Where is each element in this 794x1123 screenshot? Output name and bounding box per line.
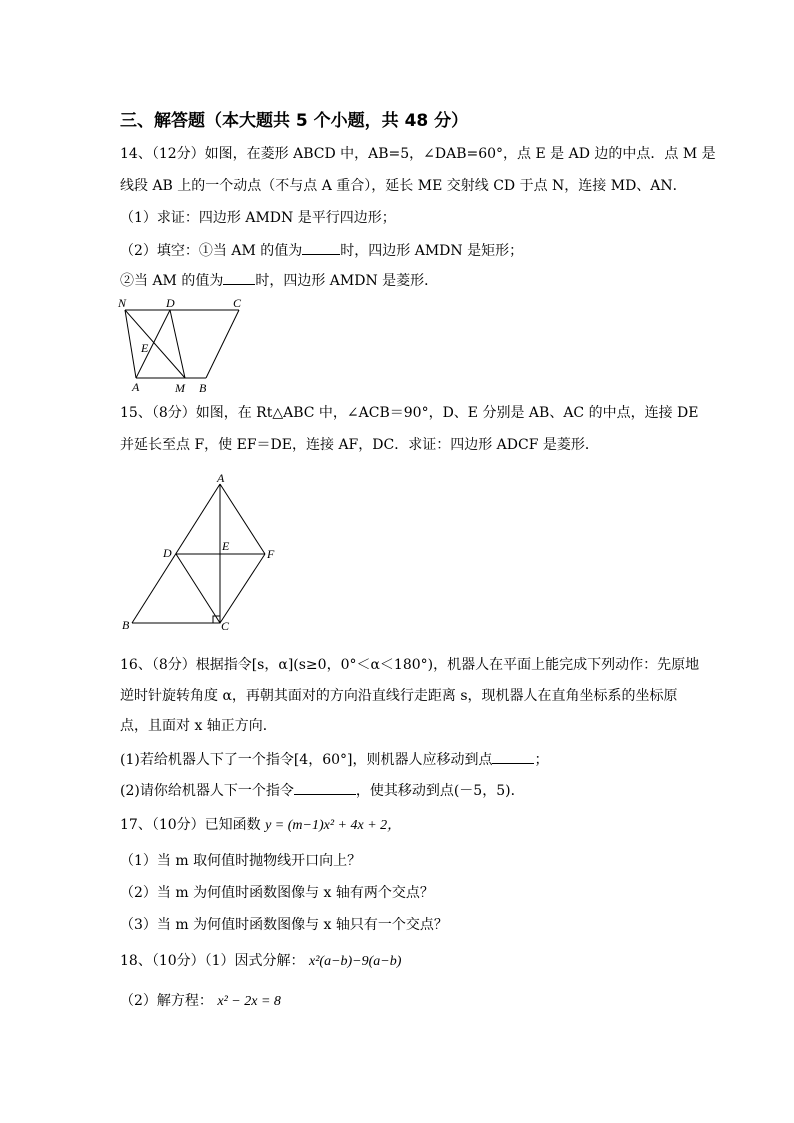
q16-part2-text-b: ，使其移动到点(－5，5)． bbox=[355, 783, 525, 799]
label-f: F bbox=[267, 547, 275, 561]
q17-part1: （1）当 m 取何值时抛物线开口向上？ bbox=[120, 853, 362, 869]
q14-part3-text-a: ②当 AM 的值为 bbox=[120, 273, 224, 289]
line-bc bbox=[206, 310, 239, 378]
label-m: M bbox=[175, 381, 185, 395]
q14-part1: （1）求证：四边形 AMDN 是平行四边形； bbox=[120, 210, 396, 226]
q14-part3 bbox=[120, 270, 438, 290]
line-dm bbox=[170, 310, 185, 378]
q16-answer-blank-1[interactable] bbox=[492, 749, 534, 764]
line-dc bbox=[176, 554, 220, 623]
q14-part2-text-b: 时，四边形 AMDN 是矩形； bbox=[340, 243, 524, 259]
label-e: E bbox=[141, 341, 149, 355]
q18-intro: 18、（10分）（1）因式分解： bbox=[120, 953, 305, 969]
section-title: 三、解答题（本大题共 5 个小题，共 48 分） bbox=[120, 111, 469, 131]
q18-formula1: x²(a−b)−9(a−b) bbox=[309, 954, 402, 969]
label-a: A bbox=[132, 380, 140, 394]
q18-line1 bbox=[120, 952, 401, 971]
q16-line1: 16、（8分）根据指令[s，α](s≥0，0°＜α＜180°)，机器人在平面上能完成下列动作：先原地 bbox=[120, 657, 700, 673]
q16-part1-text-a: (1)若给机器人下了一个指令[4，60°]，则机器人应移动到点 bbox=[120, 752, 493, 768]
q15-line1: 15、（8分）如图，在 Rt△ABC 中，∠ACB＝90°，D、E 分别是 AB、AC 的中点，连接 DE bbox=[120, 405, 699, 421]
q14-part2-text-a: （2）填空：①当 AM 的值为 bbox=[120, 243, 303, 259]
q16-part1-text-b: ； bbox=[534, 752, 549, 768]
label-c: C bbox=[233, 296, 242, 310]
q14-part2 bbox=[120, 240, 523, 260]
q18-part2-text: （2）解方程： bbox=[120, 993, 213, 1009]
q14-answer-blank-1[interactable] bbox=[302, 240, 340, 255]
q18-formula2: x² − 2x = 8 bbox=[217, 994, 281, 1009]
q16-part2 bbox=[120, 780, 525, 800]
q15-figure bbox=[115, 470, 280, 635]
q16-answer-blank-2[interactable] bbox=[294, 780, 356, 795]
line-fc bbox=[220, 554, 265, 623]
q14-line1: 14、（12分）如图，在菱形 ABCD 中，AB=5，∠DAB=60°，点 E 是 AD 边的中点．点 M 是 bbox=[120, 146, 716, 162]
label-d: D bbox=[166, 296, 175, 310]
q14-line2: 线段 AB 上的一个动点（不与点 A 重合），延长 ME 交射线 CD 于点 N，连接 MD、AN． bbox=[120, 178, 687, 194]
label-b: B bbox=[122, 618, 130, 632]
q14-answer-blank-2[interactable] bbox=[223, 270, 255, 285]
q14-figure bbox=[115, 295, 250, 395]
q16-part1 bbox=[120, 749, 548, 769]
label-d: D bbox=[163, 546, 172, 560]
q17-formula: y = (m−1)x² + 4x + 2， bbox=[265, 818, 402, 833]
label-n: N bbox=[118, 296, 127, 310]
q15-line2: 并延长至点 F，使 EF＝DE，连接 AF，DC．求证：四边形 ADCF 是菱形． bbox=[120, 437, 599, 453]
q17-part2: （2）当 m 为何值时函数图像与 x 轴有两个交点？ bbox=[120, 885, 434, 901]
label-a: A bbox=[217, 471, 225, 485]
q16-line3: 点，且面对 x 轴正方向． bbox=[120, 718, 277, 734]
label-b: B bbox=[199, 381, 207, 395]
q17-line1 bbox=[120, 816, 401, 835]
label-c: C bbox=[221, 619, 230, 633]
q17-part3: （3）当 m 为何值时函数图像与 x 轴只有一个交点？ bbox=[120, 917, 448, 933]
label-e: E bbox=[222, 539, 230, 553]
q18-part2 bbox=[120, 992, 281, 1011]
q16-part2-text-a: (2)请你给机器人下一个指令 bbox=[120, 783, 294, 799]
q17-intro: 17、（10分）已知函数 bbox=[120, 817, 261, 833]
q16-line2: 逆时针旋转角度 α，再朝其面对的方向沿直线行走距离 s，现机器人在直角坐标系的坐标原 bbox=[120, 688, 678, 704]
q14-part3-text-b: 时，四边形 AMDN 是菱形． bbox=[255, 273, 439, 289]
